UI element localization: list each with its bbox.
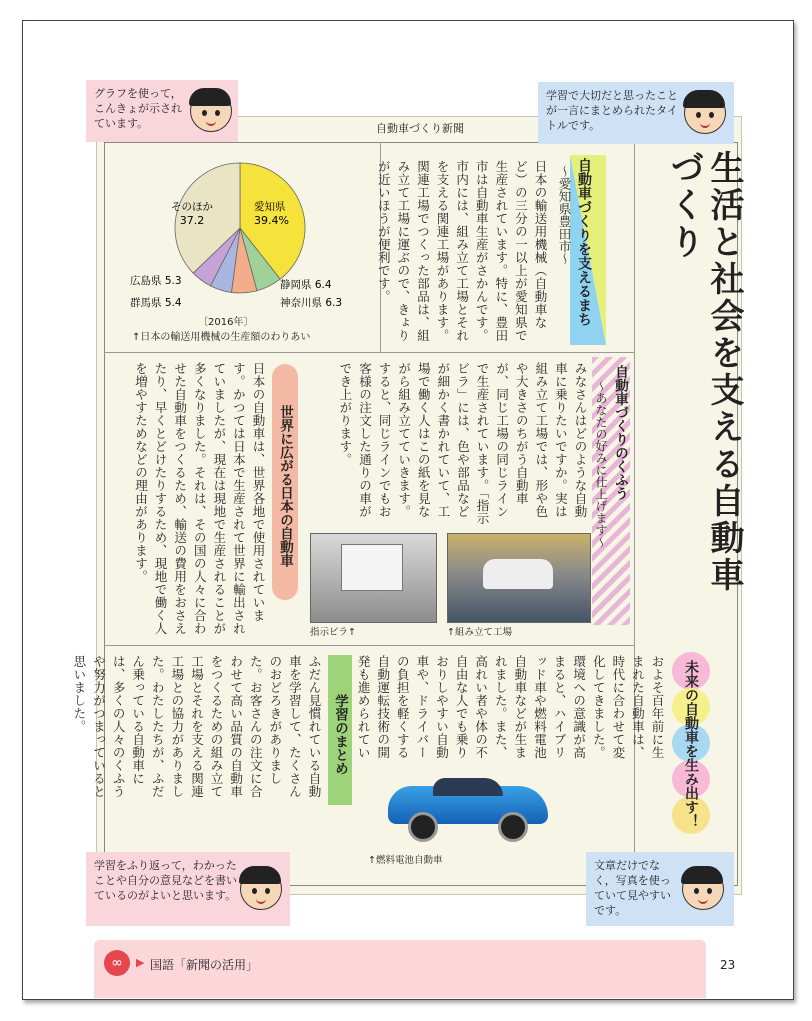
pie-label: 広島県 5.3	[130, 275, 182, 287]
comment-bottom-left	[86, 852, 290, 926]
section2-subtitle: ～あなたの好みに仕上げます～	[594, 380, 608, 548]
fuel-cell-car-photo	[378, 768, 558, 844]
factory-photo	[447, 533, 591, 623]
arrow-right-icon: ▶	[136, 956, 145, 969]
car-body-shape	[483, 559, 553, 589]
car-wheel-shape	[498, 812, 528, 842]
comment-top-left	[86, 80, 238, 142]
section4-body: およそ百年前に生まれた自動車は、時代に合わせて変化してきました。環境への意識が高まると、ハイブリッド車や燃料電池自動車などが生まれました。また、高れい者や体の不自由な人でも乗りおりしやすい自動車や、ドライバーの負担を軽くする自動運転技術の開発も進められてい	[356, 655, 665, 759]
comment-bottom-right	[586, 852, 734, 926]
headline: 生活と社会を支える自動車づくり	[664, 150, 744, 594]
link-icon[interactable]: ∞	[104, 950, 130, 976]
comment-text: グラフを使って，こんきょが示されています。	[94, 87, 182, 130]
shiji-bira-photo	[310, 533, 437, 623]
car-window-shape	[433, 778, 503, 796]
photo-caption-car: ↑燃料電池自動車	[368, 855, 443, 866]
pie-label: 静岡県 6.4	[280, 279, 332, 291]
car-wheel-shape	[408, 812, 438, 842]
girl-pigtails-avatar	[682, 868, 724, 910]
boy-avatar	[240, 868, 282, 910]
section3-title: 世界に広がる日本の自動車	[272, 364, 298, 600]
section1-body: 日本の輸送用機械（自動車など）の三分の一以上が愛知県で生産されています。特に、豊田市は自動車生産がさかんです。市内には、組み立て工場とそれを支える関連工場があります。関連工場でつくった部品は、組み立て工場に運ぶので、きょりが近いほうが便利です。	[376, 160, 548, 342]
divider	[104, 645, 634, 646]
divider	[634, 142, 635, 884]
divider	[104, 352, 634, 353]
pie-label: 愛知県 39.4%	[254, 201, 289, 227]
section5-title: 学習のまとめ	[328, 655, 352, 805]
page-number: 23	[720, 958, 736, 972]
paper-sheet-shape	[341, 544, 403, 591]
chart-caption: ↑日本の輸送用機械の生産額のわりあい	[132, 332, 311, 343]
cross-reference-link[interactable]: 国語「新聞の活用」	[150, 958, 259, 972]
photo-caption-shiji: 指示ビラ↑	[310, 627, 356, 638]
section5-body: ふだん見慣れている自動車を学習して、たくさんのおどろきがありました。お客さんの注文に合わせて高い品質の自動車をつくるための組み立て工場とそれを支える関連工場との協力がありました。わたしたちが、ふだん乗っている自動車には、多くの人々のくふうや努力がつまっていると思いました。	[71, 655, 322, 798]
pie-label: そのほか 37.2	[171, 201, 213, 227]
chart-year: 〔2016年〕	[198, 317, 254, 328]
pie-label: 群馬県 5.4	[130, 297, 182, 309]
comment-text: 学習で大切だと思ったことが一言にまとめられたタイトルです。	[546, 89, 678, 132]
section3-body: 日本の自動車は、世界各地で使用されています。かつては日本で生産されて世界に輸出されていましたが、現在は現地で生産されることが多くなりました。それは、その国の人々に合わせた自動車をつくるため、輸送の費用をおさえたり、早くとどけたりするため、現地で働く人を増やすためなどの理由があります。	[133, 362, 266, 635]
girl-avatar	[684, 92, 726, 134]
photo-caption-factory: ↑組み立て工場	[447, 627, 512, 638]
section2-title: 自動車づくりのくふう	[612, 365, 628, 500]
pie-label: 神奈川県 6.3	[280, 297, 343, 309]
boy-glasses-avatar	[190, 90, 232, 132]
section4-title: 未来の自動車を生み出す！	[683, 660, 699, 828]
comment-top-right	[538, 82, 734, 144]
comment-text: 学習をふり返って，わかったことや自分の意見などを書いているのがよいと思います。	[94, 859, 237, 902]
section1-subtitle: ～愛知県豊田市～	[557, 165, 572, 265]
masthead: 自動車づくり新聞	[376, 122, 464, 135]
section1-title: 自動車づくりを支えるまち	[576, 158, 592, 326]
section2-body: みなさんはどのような自動車に乗りたいですか。実は組み立て工場では、形や色や大きさのちがう自動車が、同じ工場の同じラインで生産されています。「指示ビラ」には、色や部品などが細かく書かれていて、工場で働く人はこの紙を見ながら組み立てていきます。すると、同じラインでもお客様の注文した通りの車ができ上がります。	[337, 362, 588, 525]
comment-text: 文章だけでなく，写真を使っていて見やすいです。	[594, 859, 671, 917]
